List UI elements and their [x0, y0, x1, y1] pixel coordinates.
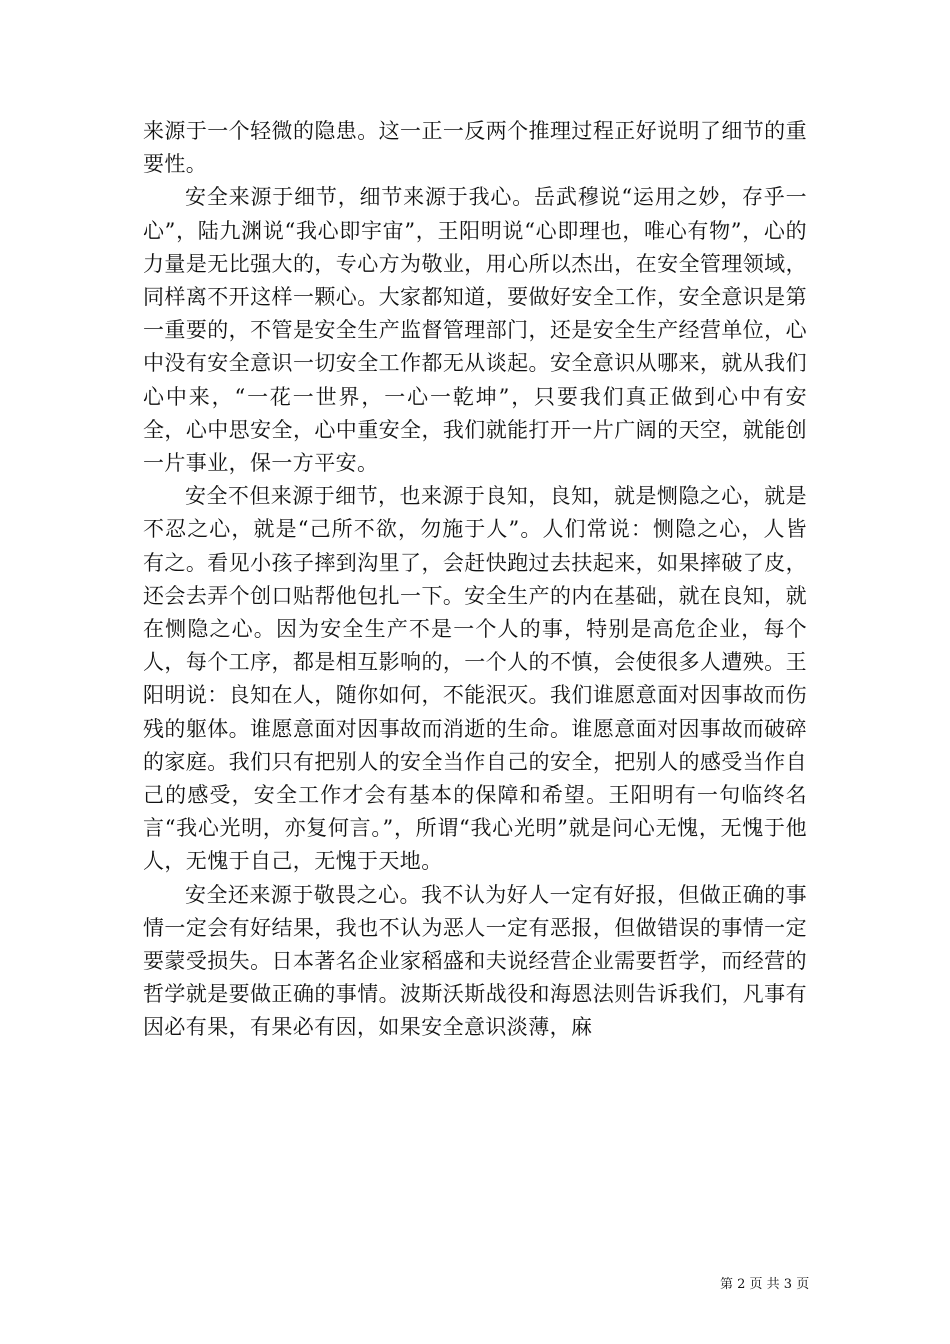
paragraph-safety-from-conscience: 安全不但来源于细节，也来源于良知，良知，就是恻隐之心，就是不忍之心，就是“己所不欲，勿施于人”。人们常说：恻隐之心，人皆有之。看见小孩子摔到沟里了，会赶快跑过去扶起来，如果摔破了皮，还会去弄个创口贴帮他包扎一下。安全生产的内在基础，就在良知，就在恻隐之心。因为安全生产不是一个人的事，特别是高危企业，每个人，每个工序，都是相互影响的，一个人的不慎，会使很多人遭殃。王阳明说：良知在人，随你如何，不能泯灭。我们谁愿意面对因事故而伤残的躯体。谁愿意面对因事故而消逝的生命。谁愿意面对因事故而破碎的家庭。我们只有把别人的安全当作自己的安全，把别人的感受当作自己的感受，安全工作才会有基本的保障和希望。王阳明有一句临终名言“我心光明，亦复何言。”，所谓“我心光明”就是问心无愧，无愧于他人，无愧于自己，无愧于天地。: [143, 484, 807, 874]
document-body: [143, 115, 807, 1045]
paragraph-safety-from-reverence: 安全还来源于敬畏之心。我不认为好人一定有好报，但做正确的事情一定会有好结果，我也不认为恶人一定有恶报，但做错误的事情一定要蒙受损失。日本著名企业家稻盛和夫说经营企业需要哲学，而经营的哲学就是要做正确的事情。波斯沃斯战役和海恩法则告诉我们，凡事有因必有果，有果必有因，如果安全意识淡薄，麻: [143, 882, 807, 1040]
page-number-footer: 第 2 页 共 3 页: [720, 1277, 810, 1292]
paragraph-safety-from-heart: 安全来源于细节，细节来源于我心。岳武穆说“运用之妙，存乎一心”，陆九渊说“我心即宇宙”，王阳明说“心即理也，唯心有物”，心的力量是无比强大的，专心方为敬业，用心所以杰出，在安全管理领域，同样离不开这样一颗心。大家都知道，要做好安全工作，安全意识是第一重要的，不管是安全生产监督管理部门，还是安全生产经营单位，心中没有安全意识一切安全工作都无从谈起。安全意识从哪来，就从我们心中来，“一花一世界，一心一乾坤”，只要我们真正做到心中有安全，心中思安全，心中重安全，我们就能打开一片广阔的天空，就能创一片事业，保一方平安。: [143, 185, 807, 476]
paragraph-continuation: 来源于一个轻微的隐患。这一正一反两个推理过程正好说明了细节的重要性。: [143, 119, 807, 177]
